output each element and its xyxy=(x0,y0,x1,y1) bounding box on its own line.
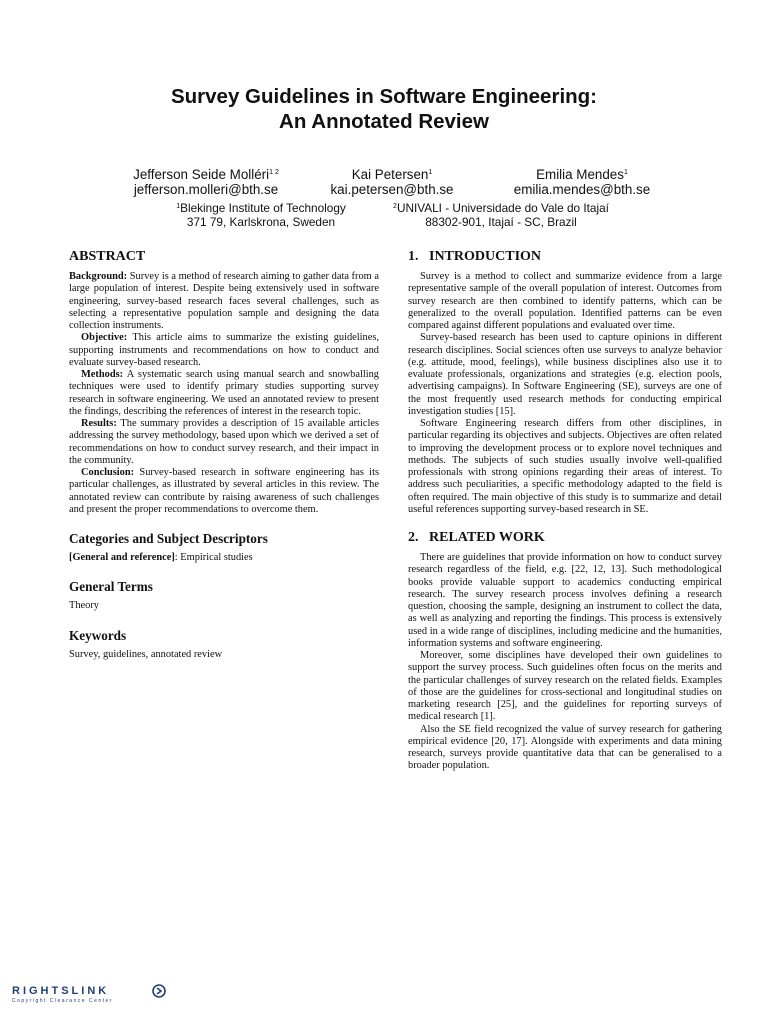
abstract-text: Survey-based research in software engineering has its particular challenges, as illustrated by several articles in this review. The annotated review can contribute by raising awareness of such challenges and present the proper recommendations to overcome them. xyxy=(69,467,379,515)
author-email: jefferson.molleri@bth.se xyxy=(133,182,279,197)
affil-sup: 1 xyxy=(176,203,181,210)
categories-text xyxy=(69,552,379,564)
keywords-heading: Keywords xyxy=(69,627,127,643)
abstract-text: The summary provides a description of 15 available articles addressing the survey methodology, based upon which we derived a set of recommendations on how to conduct survey research, and their impact in the community. xyxy=(69,418,379,466)
author-affil-sup: 1 xyxy=(428,169,433,176)
author-affil-sup: 1 2 xyxy=(269,169,279,176)
author-name: Jefferson Seide Molléri xyxy=(133,167,270,182)
abstract-text: This article aims to summarize the existing guidelines, supporting instruments and recommendations on how to conduct and evaluate survey-based research. xyxy=(69,332,379,368)
right-column xyxy=(408,248,722,773)
author-affil-sup: 1 xyxy=(623,169,628,176)
affil-name: UNIVALI - Universidade do Vale do Itajaí xyxy=(396,201,609,215)
abstract-label: Conclusion: xyxy=(81,467,135,478)
left-column xyxy=(69,248,379,661)
abstract-text: A systematic search using manual search and snowballing techniques were used to identify primary studies supporting survey research in software engineering. We used an annotated review to present the findings, describing the references of interest in the research topic. xyxy=(69,369,379,417)
abstract-label: Background: xyxy=(69,271,128,282)
intro-paragraph-1: Survey is a method to collect and summarize evidence from a large representative sample of the overall population of interest. Outcomes from survey research are then combined to identify patterns, which can be generalized to the overall population. Identified patterns can be even compared against different populations and evaluated over time. xyxy=(408,271,722,331)
categories-value: : Empirical studies xyxy=(174,552,253,563)
introduction-heading: 1. INTRODUCTION xyxy=(408,249,542,264)
related-paragraph-3: Also the SE field recognized the value of survey research for gathering empirical evidence [20, 17]. Alongside with experiments and data mining research, surveys provide quantitative data that can be generalised to a broader population. xyxy=(408,723,722,772)
author-email: emilia.mendes@bth.se xyxy=(513,182,651,197)
abstract-conclusion xyxy=(69,467,379,516)
arrow-icon xyxy=(152,984,166,998)
abstract-heading: ABSTRACT xyxy=(69,249,146,264)
related-paragraph-1: There are guidelines that provide information on how to conduct survey research regardless of the field, e.g. [22, 12, 13]. Such methodological books provide valuable support to academics conducting empirical research. The survey research process involves defining a research question, choosing the sample, designing an instrument to collect the data, as well as analyzing and reporting the findings. This process is extensively used in a wide range of disciplines, including medicine and the humanities, information systems and software engineering. xyxy=(408,552,722,649)
author-email: kai.petersen@bth.se xyxy=(330,182,454,197)
logo-subtext: Copyright Clearance Center xyxy=(12,998,113,1004)
abstract-results xyxy=(69,418,379,467)
abstract-methods xyxy=(69,369,379,418)
general-terms-text: Theory xyxy=(69,600,100,612)
affiliation-2 xyxy=(376,200,626,229)
intro-paragraph-2: Survey-based research has been used to capture opinions in different research disciplines. Social sciences often use surveys to analyze behavior (e.g. attitude, mood, feelings), while business disciplines also use it to evaluate professionals, organizations and strategies (e.g. election pools, advertising campaigns). In Software Engineering (SE), surveys are one of the most frequently used research methods for conducting empirical investigation studies [15]. xyxy=(408,332,722,417)
rightslink-logo xyxy=(12,984,172,1010)
paper-title xyxy=(0,84,768,134)
abstract-objective xyxy=(69,332,379,369)
author-name: Emilia Mendes xyxy=(536,167,624,182)
related-paragraph-2: Moreover, some disciplines have developed their own guidelines to support the survey process. Such guidelines often focus on the merits and the particular challenges of survey research on the related fields. Examples of those are the guidelines for cross-sectional and longitudinal studies on marketing research [25], and the guidelines for reporting surveys of medical research [1]. xyxy=(408,650,722,723)
abstract-background xyxy=(69,271,379,332)
intro-paragraph-3: Software Engineering research differs from other disciplines, in particular regarding its objectives and subjects. Objectives are often related to improving the development process or to explore novel techniques and methods. The subjects of such studies usually involve well-qualified professionals with strong opinions regarding their areas of interest. To address such peculiarities, a specific methodology adapted to the field is often required. The main objective of this study is to summarize and detail useful references supporting survey-based research in SE. xyxy=(408,418,722,515)
related-work-heading: 2. RELATED WORK xyxy=(408,530,545,545)
abstract-label: Methods: xyxy=(81,369,124,380)
logo-text: RIGHTSLINK xyxy=(12,985,110,997)
abstract-text: Survey is a method of research aiming to gather data from a large population of interest. Despite being extensively used in software engineering, survey-based research faces several challenges, such as selecting a representative population sample and designing the data collection instruments. xyxy=(69,271,379,331)
affil-sup: 2 xyxy=(393,203,397,210)
abstract-label: Objective: xyxy=(81,332,128,344)
affil-name: Blekinge Institute of Technology xyxy=(180,201,346,215)
general-terms-heading: General Terms xyxy=(69,579,153,595)
affiliation-1 xyxy=(136,200,386,229)
author-name: Kai Petersen xyxy=(351,167,429,182)
affil-address: 88302-901, Itajaí - SC, Brazil xyxy=(425,215,577,229)
title-line-1: Survey Guidelines in Software Engineering: xyxy=(170,85,598,108)
title-line-2: An Annotated Review xyxy=(279,110,489,133)
author-3 xyxy=(462,165,702,197)
categories-heading: Categories and Subject Descriptors xyxy=(69,531,268,546)
abstract-label: Results: xyxy=(81,418,117,429)
keywords-text: Survey, guidelines, annotated review xyxy=(69,648,223,660)
categories-bracket: [General and reference] xyxy=(69,552,175,563)
affil-address: 371 79, Karlskrona, Sweden xyxy=(186,215,336,229)
